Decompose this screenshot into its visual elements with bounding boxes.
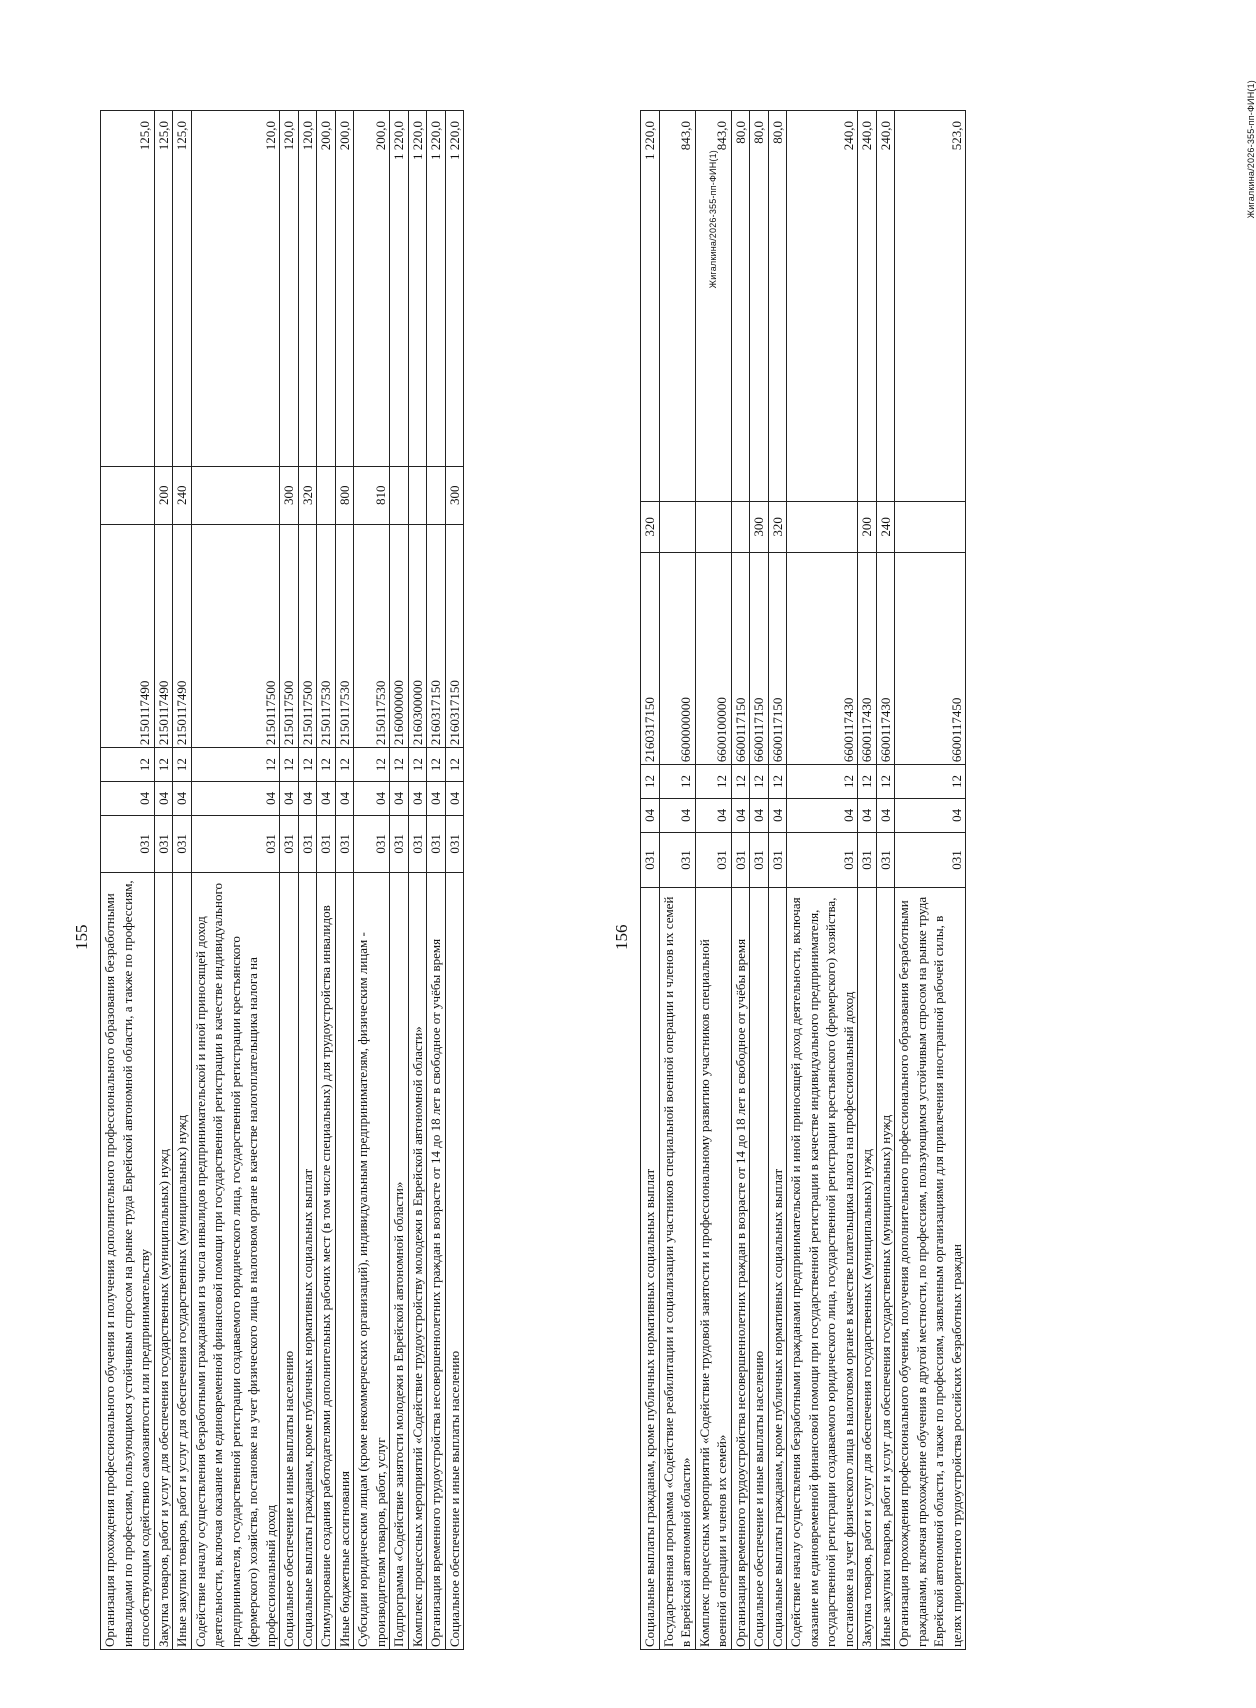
subsection-code: 12 <box>298 748 317 782</box>
row-description: Закупка товаров, работ и услуг для обеспечения государственных (муниципальных) нужд <box>858 888 877 1650</box>
subsection-code: 12 <box>750 765 769 799</box>
target-article-code: 2150117530 <box>354 525 390 748</box>
row-description: Социальные выплаты гражданам, кроме публичных нормативных социальных выплат <box>641 888 660 1650</box>
expense-type-code <box>695 501 731 552</box>
row-description: Социальное обеспечение и иные выплаты населению <box>280 872 299 1649</box>
expense-type-code: 800 <box>335 466 354 524</box>
section-code: 04 <box>876 798 895 832</box>
section-code: 04 <box>390 782 409 816</box>
subsection-code: 12 <box>154 748 173 782</box>
expense-type-code <box>895 501 966 552</box>
expense-type-code <box>408 466 427 524</box>
row-description: Стимулирование создания работодателями дополнительных рабочих мест (в том числе специальных) для трудоустройства инвалидов <box>317 872 336 1649</box>
admin-code: 031 <box>101 815 155 872</box>
row-description: Социальные выплаты гражданам, кроме публичных нормативных социальных выплат <box>298 872 317 1649</box>
target-article-code: 2150117500 <box>191 525 280 748</box>
document-footer: Жигалкина/2026-355-пп-ФИН(1) <box>708 150 718 289</box>
row-description: Иные закупки товаров, работ и услуг для обеспечения государственных (муниципальных) нужд <box>876 888 895 1650</box>
expense-type-code: 300 <box>750 501 769 552</box>
section-code: 04 <box>154 782 173 816</box>
subsection-code: 12 <box>895 765 966 799</box>
table-row <box>173 111 192 1650</box>
target-article-code: 6600117430 <box>858 552 877 764</box>
row-description: Социальные выплаты гражданам, кроме публичных нормативных социальных выплат <box>768 888 787 1650</box>
target-article-code: 6600117150 <box>731 552 750 764</box>
admin-code: 031 <box>280 815 299 872</box>
table-row <box>427 111 446 1650</box>
target-article-code: 2150117500 <box>298 525 317 748</box>
section-code: 04 <box>101 782 155 816</box>
target-article-code: 2160317150 <box>641 552 660 764</box>
target-article-code: 2150117500 <box>280 525 299 748</box>
expense-type-code: 320 <box>768 501 787 552</box>
section-code: 04 <box>858 798 877 832</box>
subsection-code: 12 <box>695 765 731 799</box>
table-row <box>354 111 390 1650</box>
expense-type-code <box>731 501 750 552</box>
section-code: 04 <box>173 782 192 816</box>
expense-type-code: 300 <box>445 466 464 524</box>
subsection-code: 12 <box>659 765 695 799</box>
target-article-code: 6600100000 <box>695 552 731 764</box>
target-article-code: 2160300000 <box>408 525 427 748</box>
table-row <box>298 111 317 1650</box>
subsection-code: 12 <box>787 765 858 799</box>
row-description: Подпрограмма «Содействие занятости молодежи в Еврейской автономной области» <box>390 872 409 1649</box>
amount: 125,0 <box>173 111 192 467</box>
table-row <box>408 111 427 1650</box>
admin-code: 031 <box>298 815 317 872</box>
amount: 240,0 <box>876 111 895 502</box>
table-row <box>641 111 660 1650</box>
amount: 843,0 <box>695 111 731 502</box>
table-row <box>659 111 695 1650</box>
target-article-code: 2150117530 <box>317 525 336 748</box>
table-row <box>191 111 280 1650</box>
expense-type-code: 320 <box>298 466 317 524</box>
row-description: Содействие началу осуществления безработными гражданами предпринимательской и иной приносящей доход деятельности, включая оказание им единовременной финансовой помощи при государственной регистрации в качестве индивидуального предпринимателя, государственной регистрации создаваемого юридического лица, государственной регистрации крестьянского (фермерского) хозяйства, постановке на учет физического лица в налоговом органе в качестве плательщика налога на профессиональный доход <box>787 888 858 1650</box>
table-row <box>787 111 858 1650</box>
amount: 200,0 <box>354 111 390 467</box>
admin-code: 031 <box>173 815 192 872</box>
admin-code: 031 <box>191 815 280 872</box>
target-article-code: 2150117530 <box>335 525 354 748</box>
subsection-code: 12 <box>768 765 787 799</box>
amount: 240,0 <box>858 111 877 502</box>
subsection-code: 12 <box>101 748 155 782</box>
expense-type-code: 320 <box>641 501 660 552</box>
subsection-code: 12 <box>731 765 750 799</box>
amount: 1 220,0 <box>445 111 464 467</box>
amount: 80,0 <box>731 111 750 502</box>
document-footer: Жигалкина/2026-355-пп-ФИН(1) <box>1246 80 1256 219</box>
row-description: Государственная программа «Содействие реабилитации и социализации участников специальной военной операции и членов их семей в Еврейской автономной области» <box>659 888 695 1650</box>
amount: 523,0 <box>895 111 966 502</box>
target-article-code: 2150117490 <box>173 525 192 748</box>
admin-code: 031 <box>895 832 966 887</box>
amount: 120,0 <box>280 111 299 467</box>
admin-code: 031 <box>390 815 409 872</box>
admin-code: 031 <box>731 832 750 887</box>
target-article-code: 6600117150 <box>768 552 787 764</box>
admin-code: 031 <box>768 832 787 887</box>
subsection-code: 12 <box>427 748 446 782</box>
page-number: 156 <box>612 924 631 950</box>
target-article-code: 2160317150 <box>427 525 446 748</box>
expense-type-code <box>191 466 280 524</box>
admin-code: 031 <box>787 832 858 887</box>
amount: 80,0 <box>750 111 769 502</box>
amount: 1 220,0 <box>427 111 446 467</box>
row-description: Организация прохождения профессионального обучения, получения дополнительного профессионального образования безработными гражданами, включая прохождение обучения в другой местности, по профессиям, пользующимся устойчивым спросом на рынке труда Еврейской автономной области, а также по профессиям, заявленным организациями для привлечения иностранной рабочей силы, в целях приоритетного трудоустройства российских безработных граждан <box>895 888 966 1650</box>
amount: 1 220,0 <box>408 111 427 467</box>
row-description: Комплекс процессных мероприятий «Содействие трудоустройству молодежи в Еврейской автономной области» <box>408 872 427 1649</box>
admin-code: 031 <box>427 815 446 872</box>
section-code: 04 <box>298 782 317 816</box>
subsection-code: 12 <box>280 748 299 782</box>
admin-code: 031 <box>750 832 769 887</box>
expense-type-code: 240 <box>173 466 192 524</box>
table-row <box>731 111 750 1650</box>
expense-type-code <box>427 466 446 524</box>
section-code: 04 <box>750 798 769 832</box>
section-code: 04 <box>787 798 858 832</box>
section-code: 04 <box>354 782 390 816</box>
table-row <box>445 111 464 1650</box>
expense-type-code <box>659 501 695 552</box>
table-row <box>335 111 354 1650</box>
admin-code: 031 <box>876 832 895 887</box>
section-code: 04 <box>317 782 336 816</box>
admin-code: 031 <box>408 815 427 872</box>
table-row <box>750 111 769 1650</box>
amount: 125,0 <box>101 111 155 467</box>
amount: 240,0 <box>787 111 858 502</box>
amount: 1 220,0 <box>641 111 660 502</box>
expense-type-code <box>317 466 336 524</box>
row-description: Организация временного трудоустройства несовершеннолетних граждан в возрасте от 14 до 18 лет в свободное от учёбы время <box>427 872 446 1649</box>
section-code: 04 <box>427 782 446 816</box>
expense-type-code: 300 <box>280 466 299 524</box>
admin-code: 031 <box>154 815 173 872</box>
expense-type-code <box>101 466 155 524</box>
target-article-code: 2150117490 <box>101 525 155 748</box>
document-page <box>612 80 1256 1650</box>
row-description: Организация временного трудоустройства несовершеннолетних граждан в возрасте от 14 до 18 лет в свободное от учёбы время <box>731 888 750 1650</box>
table-row <box>695 111 731 1650</box>
table-row <box>876 111 895 1650</box>
section-code: 04 <box>768 798 787 832</box>
row-description: Организация прохождения профессионального обучения и получения дополнительного профессионального образования безработными инвалидами по профессиям, пользующимся устойчивым спросом на рынке труда Еврейской автономной области, а также по профессиям, способствующим содействию самозанятости или предпринимательству <box>101 872 155 1649</box>
section-code: 04 <box>895 798 966 832</box>
amount: 80,0 <box>768 111 787 502</box>
table-row <box>858 111 877 1650</box>
expense-type-code: 200 <box>154 466 173 524</box>
table-row <box>101 111 155 1650</box>
section-code: 04 <box>695 798 731 832</box>
subsection-code: 12 <box>445 748 464 782</box>
target-article-code: 2160000000 <box>390 525 409 748</box>
table-row <box>317 111 336 1650</box>
target-article-code: 6600117430 <box>876 552 895 764</box>
subsection-code: 12 <box>390 748 409 782</box>
table-row <box>895 111 966 1650</box>
expense-type-code: 240 <box>876 501 895 552</box>
target-article-code: 2150117490 <box>154 525 173 748</box>
admin-code: 031 <box>317 815 336 872</box>
subsection-code: 12 <box>191 748 280 782</box>
target-article-code: 6600117450 <box>895 552 966 764</box>
target-article-code: 6600117150 <box>750 552 769 764</box>
section-code: 04 <box>445 782 464 816</box>
row-description: Социальное обеспечение и иные выплаты населению <box>445 872 464 1649</box>
row-description: Иные закупки товаров, работ и услуг для обеспечения государственных (муниципальных) нужд <box>173 872 192 1649</box>
table-row <box>280 111 299 1650</box>
page-number: 155 <box>72 924 91 950</box>
admin-code: 031 <box>641 832 660 887</box>
subsection-code: 12 <box>317 748 336 782</box>
admin-code: 031 <box>335 815 354 872</box>
row-description: Комплекс процессных мероприятий «Содействие трудовой занятости и профессиональному развитию участников специальной военной операции и членов их семей» <box>695 888 731 1650</box>
subsection-code: 12 <box>876 765 895 799</box>
subsection-code: 12 <box>641 765 660 799</box>
amount: 200,0 <box>335 111 354 467</box>
budget-table <box>640 110 966 1650</box>
expense-type-code: 200 <box>858 501 877 552</box>
expense-type-code <box>390 466 409 524</box>
subsection-code: 12 <box>354 748 390 782</box>
expense-type-code: 810 <box>354 466 390 524</box>
admin-code: 031 <box>354 815 390 872</box>
subsection-code: 12 <box>858 765 877 799</box>
amount: 120,0 <box>191 111 280 467</box>
admin-code: 031 <box>659 832 695 887</box>
amount: 125,0 <box>154 111 173 467</box>
expense-type-code <box>787 501 858 552</box>
table-row <box>768 111 787 1650</box>
admin-code: 031 <box>445 815 464 872</box>
table-row <box>154 111 173 1650</box>
row-description: Субсидии юридическим лицам (кроме некоммерческих организаций), индивидуальным предпринимателям, физическим лицам - производителям товаров, работ, услуг <box>354 872 390 1649</box>
target-article-code: 6600000000 <box>659 552 695 764</box>
row-description: Закупка товаров, работ и услуг для обеспечения государственных (муниципальных) нужд <box>154 872 173 1649</box>
amount: 1 220,0 <box>390 111 409 467</box>
admin-code: 031 <box>695 832 731 887</box>
row-description: Содействие началу осуществления безработными гражданами из числа инвалидов предпринимательской и иной приносящей доход деятельности, включая оказание им единовременной финансовой помощи при государственной регистрации в качестве индивидуального предпринимателя, государственной регистрации создаваемого юридического лица, государственной регистрации крестьянского (фермерского) хозяйства, постановке на учет физического лица в налоговом органе в качестве налогоплательщика налога на профессиональный доход <box>191 872 280 1649</box>
amount: 843,0 <box>659 111 695 502</box>
row-description: Иные бюджетные ассигнования <box>335 872 354 1649</box>
target-article-code: 6600117430 <box>787 552 858 764</box>
subsection-code: 12 <box>408 748 427 782</box>
section-code: 04 <box>335 782 354 816</box>
subsection-code: 12 <box>173 748 192 782</box>
row-description: Социальное обеспечение и иные выплаты населению <box>750 888 769 1650</box>
section-code: 04 <box>280 782 299 816</box>
table-row <box>390 111 409 1650</box>
target-article-code: 2160317150 <box>445 525 464 748</box>
section-code: 04 <box>731 798 750 832</box>
section-code: 04 <box>641 798 660 832</box>
section-code: 04 <box>191 782 280 816</box>
admin-code: 031 <box>858 832 877 887</box>
section-code: 04 <box>659 798 695 832</box>
amount: 120,0 <box>298 111 317 467</box>
amount: 200,0 <box>317 111 336 467</box>
budget-table <box>100 110 464 1650</box>
section-code: 04 <box>408 782 427 816</box>
subsection-code: 12 <box>335 748 354 782</box>
